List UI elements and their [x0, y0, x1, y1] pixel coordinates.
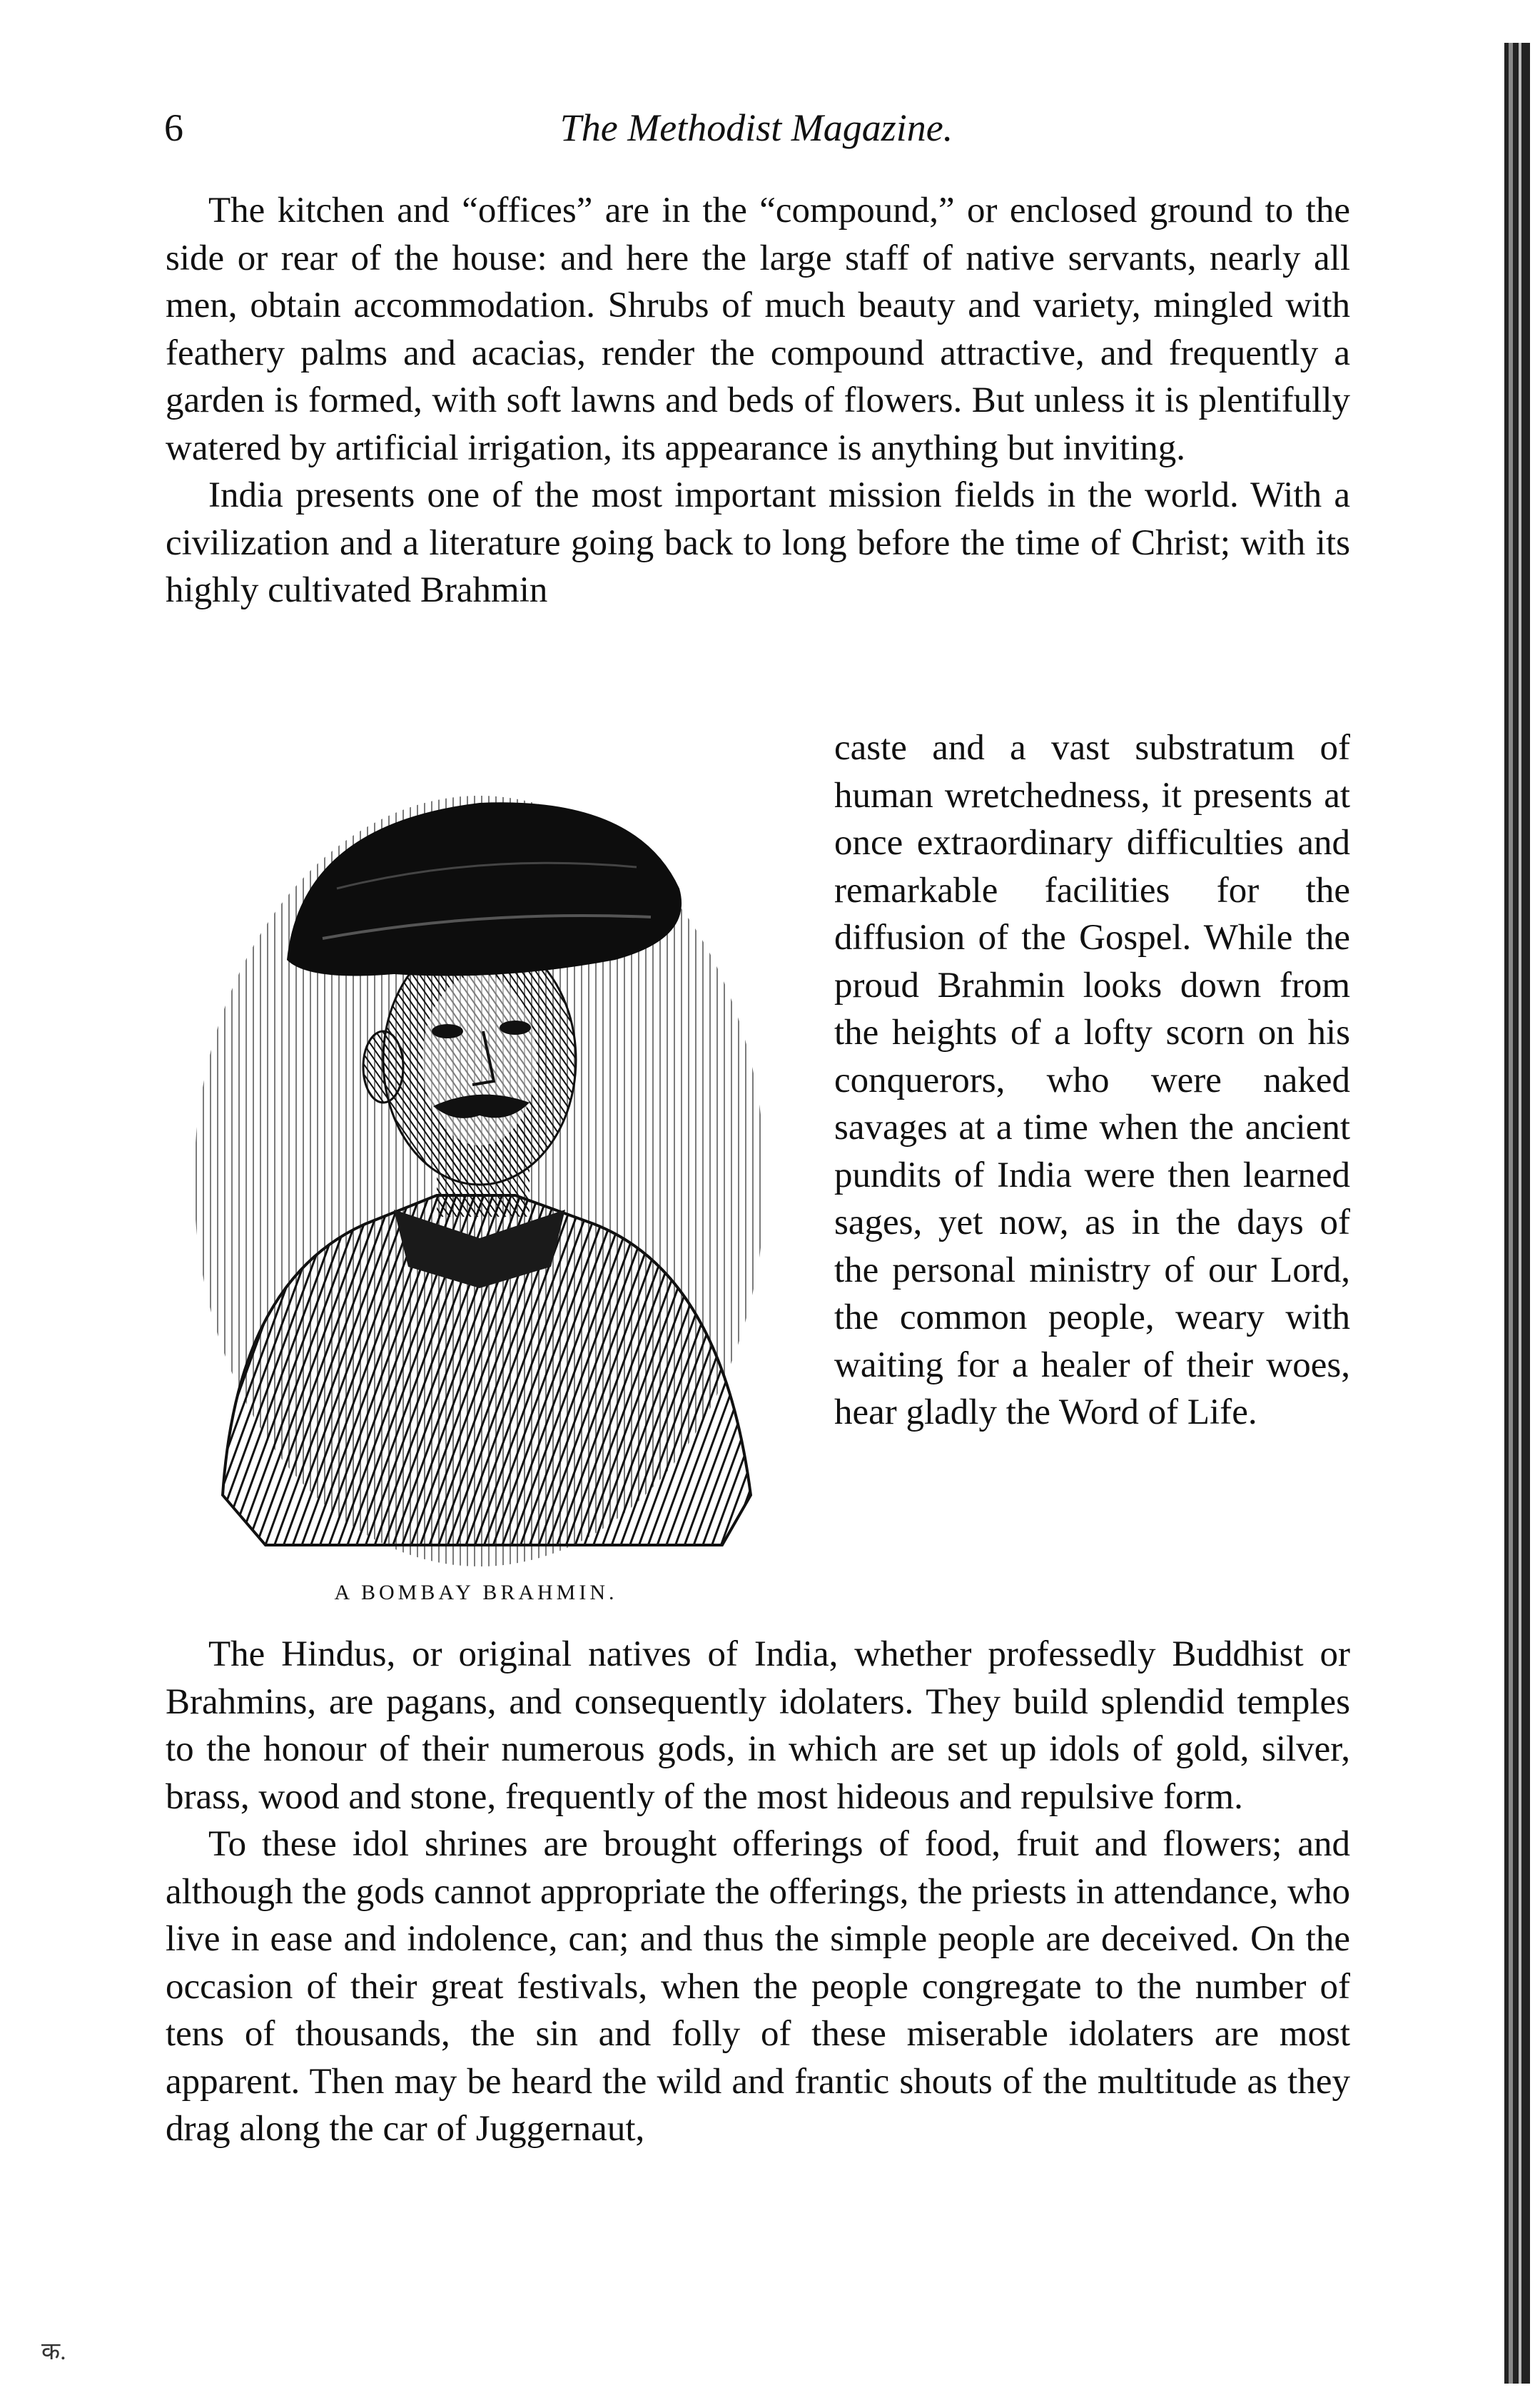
- figure-caption: A BOMBAY BRAHMIN.: [334, 1581, 618, 1604]
- page-number: 6: [164, 106, 183, 149]
- paragraph-india-intro: India presents one of the most important mission fields in the world. With a civilization and a literature going back to long before the time of Christ; with its highly cultivated Brahmin: [166, 475, 1350, 610]
- illustration-figure: [166, 724, 786, 1631]
- paragraph-idol-shrines: To these idol shrines are brought offerings of food, fruit and flowers; and although the gods cannot appropriate the offerings, the priests in attendance, who live in ease and indolence, can; and thus the simple people are deceived. On the occasion of their great festivals, when the people congregate to the number of tens of thousands, the sin and folly of these miserable idolaters are most apparent. Then may be heard the wild and frantic shouts of the multitude as they drag along the car of Juggernaut,: [166, 1824, 1350, 2149]
- paragraph-compound: The kitchen and “offices” are in the “compound,” or enclosed ground to the side or rear of the house: and here the large staff of native servants, nearly all men, obtain accommodation. Shrubs of much beauty and variety, mingled with feathery palms and acacias, render the compound attractive, and frequently a garden is formed, with soft lawns and beds of flowers. But unless it is plentifully watered by artificial irrigation, its appearance is anything but inviting.: [166, 191, 1350, 468]
- running-title: The Methodist Magazine.: [559, 106, 953, 149]
- paragraph-india-continued: caste and a vast substratum of human wretchedness, it presents at once extraordinary difficulties and remarkable facilities for the diffusion of the Gospel. While the proud Brahmin looks down from the heights of a lofty scorn on his conquerors, who were naked savages at a time when the ancient pundits of India were then learned sages, yet now, as in the days of the personal ministry of our Lord, the common people, weary with waiting for a healer of their woes, hear gladly the Word of Life.: [834, 728, 1350, 1432]
- page-header: [164, 106, 1349, 156]
- body-text-top: [166, 187, 1350, 614]
- wrapped-column-text: [834, 724, 1350, 1437]
- bombay-brahmin-engraving: [180, 724, 779, 1581]
- body-text-bottom: [166, 1631, 1350, 2153]
- bottom-margin-mark: क.: [41, 2339, 66, 2365]
- figure-with-wrapped-text: [166, 724, 1350, 1631]
- binding-edge-strip: [1504, 43, 1530, 2384]
- paragraph-hindus: The Hindus, or original natives of India, whether professedly Buddhist or Brahmins, are pagans, and consequently idolaters. They build splendid temples to the honour of their numerous gods, in which are set up idols of gold, silver, brass, wood and stone, frequently of the most hideous and repulsive form.: [166, 1634, 1350, 1817]
